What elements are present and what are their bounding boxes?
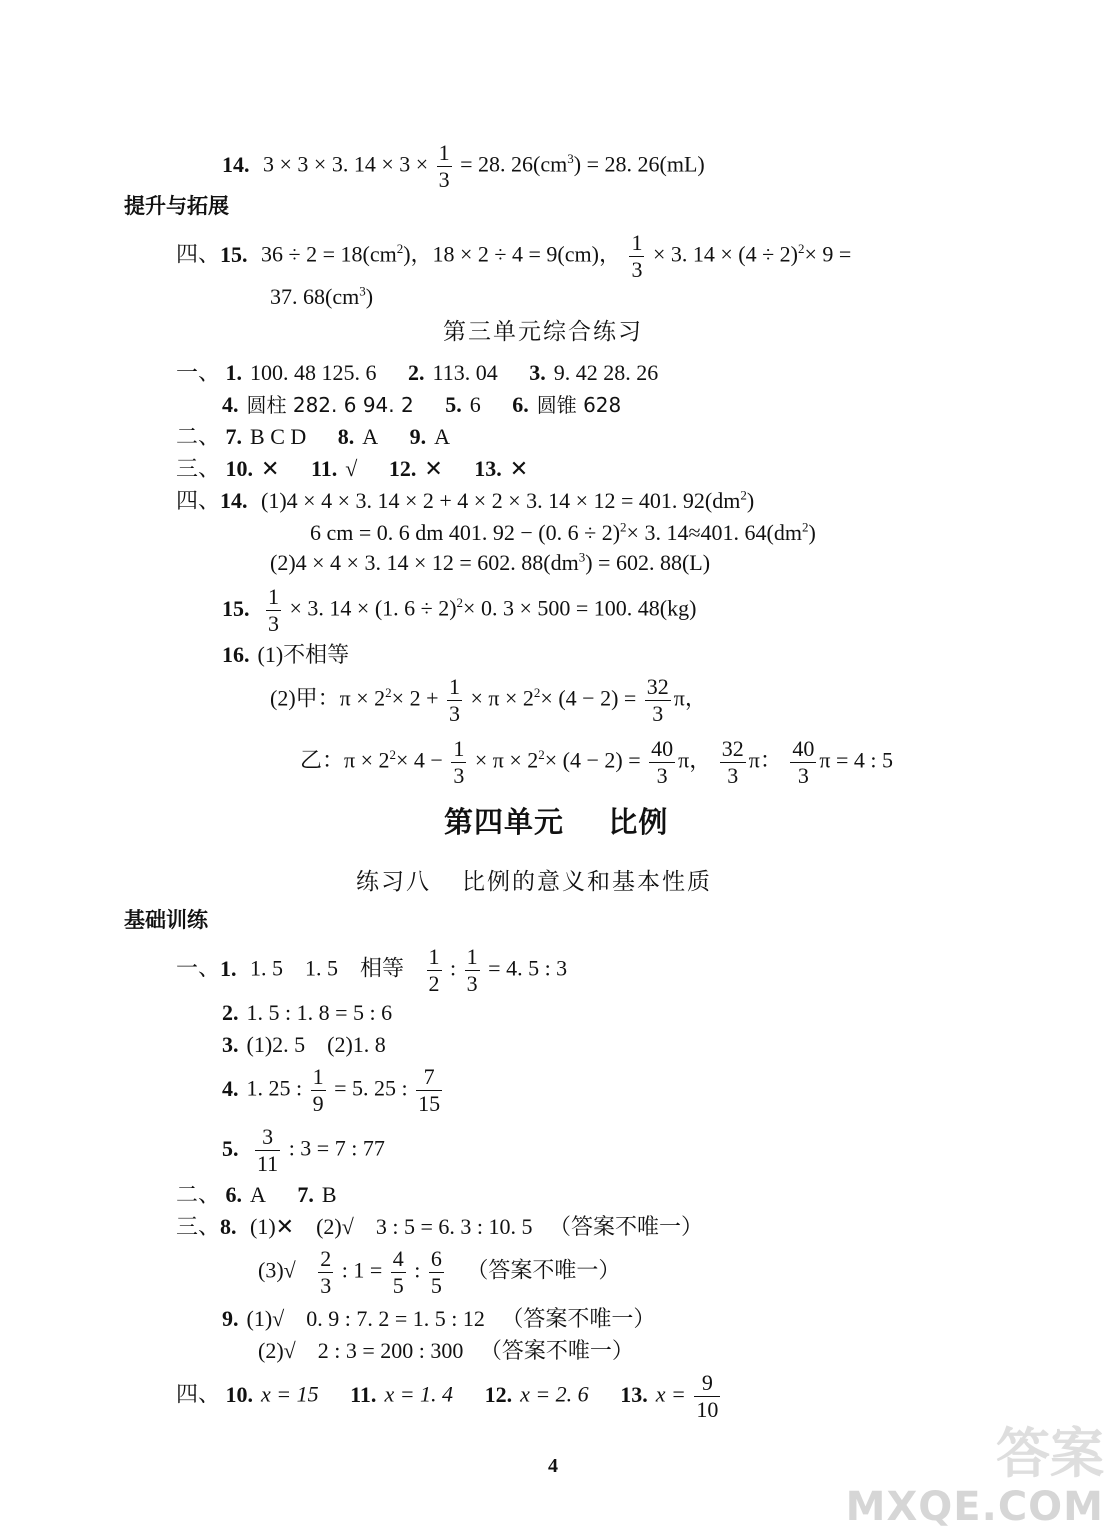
unit3-line-2: 4. 圆柱 282. 6 94. 2 5. 6 6. 圆锥 628: [222, 392, 622, 417]
unit4-q6: 二、 6. A 7. B: [176, 1182, 337, 1208]
unit3-line-3: 二、 7. B C D 8. A 9. A: [176, 424, 451, 450]
fraction: $\frac{1}{3}$: [631, 230, 643, 282]
unit3-q16-3: 乙：$\pi \times 2^2\times 4$ − $\frac{1}{3}$ × $\pi \times 2^2\times (4 - 2)$ = $\frac{40}{3}$ π， $\frac{32}{3}$ π： $\frac{40}{3}$ π = 4 : 5: [300, 736, 893, 788]
unit4-q5: 5. $\frac{3}{11}$ : 3 = 7 : 77: [222, 1124, 385, 1176]
fraction: $\frac{9}{10}$: [696, 1370, 719, 1422]
section-heading: 基础训练: [124, 908, 208, 932]
fraction: $\frac{3}{11}$: [257, 1124, 279, 1176]
unit4-q9-2: (2)√ 2 : 3 = 200 : 300 （答案不唯一）: [258, 1338, 634, 1363]
fraction: $\frac{1}{3}$: [268, 584, 279, 636]
page-number: 4: [548, 1455, 558, 1477]
watermark-logo: 答案: [996, 1422, 1104, 1485]
unit3-q16: 16. (1)不相等: [222, 642, 350, 667]
unit4-q3: 3. (1)2. 5 (2)1. 8: [222, 1032, 386, 1057]
unit3-q16-2: (2)甲：$\pi \times 2^2\times 2$ + $\frac{1}{3}$ × $\pi \times 2^2\times (4 - 2)$ = $\frac{32}{3}$ π，: [270, 674, 707, 726]
section-heading: 提升与拓展: [124, 194, 229, 218]
unit4-q2: 2. 1. 5 : 1. 8 = 5 : 6: [222, 1000, 393, 1025]
fraction: $\frac{1}{3}$: [438, 140, 450, 192]
fraction: $\frac{40}{3}$: [792, 736, 815, 788]
fraction: $\frac{32}{3}$: [721, 736, 744, 788]
fraction: $\frac{1}{3}$: [466, 944, 478, 996]
fraction: $\frac{32}{3}$: [646, 674, 669, 726]
unit4-q9: 9. (1)√ 0. 9 : 7. 2 = 1. 5 : 12 （答案不唯一）: [222, 1306, 656, 1331]
answer-4-15: 四、15. $36 \div 2 = 18(cm^2)$，18 × 2 ÷ 4 = 9(cm)， $\frac{1}{3}$ × 3. $14 \times (4 \div 2)^2\times 9$ =: [176, 230, 852, 282]
answer-4-15-cont: 37. $68(cm^3)$: [270, 283, 374, 309]
unit3-q15: 15. $\frac{1}{3}$ × 3. 14 × (1. 6 ÷ 2)$^2$× 0. 3 × 500 = 100. 48(kg): [222, 584, 697, 636]
fraction: $\frac{6}{5}$: [430, 1246, 442, 1298]
fraction: $\frac{1}{3}$: [449, 674, 460, 726]
unit3-line-4: 三、 10. ✕ 11. √ 12. ✕ 13. ✕: [176, 456, 529, 482]
fraction: $\frac{1}{2}$: [428, 944, 440, 996]
unit3-line-5: 四、14. (1)4 × 4 × 3. 14 × 2 + 4 × 2 × 3. 14 × 12 = 401. $92(dm^2)$: [176, 487, 755, 514]
fraction: $\frac{2}{3}$: [320, 1246, 332, 1298]
fraction: $\frac{4}{5}$: [392, 1246, 404, 1298]
unit4-q1: 一、1. 1. 5 1. 5 相等 $\frac{1}{2}$ : $\frac{1}{3}$ = 4. 5 : 3: [176, 944, 568, 996]
unit3-title: 第三单元综合练习: [443, 319, 643, 344]
unit4-q8-3: (3)√ $\frac{2}{3}$ : 1 = $\frac{4}{5}$ : $\frac{6}{5}$ （答案不唯一）: [258, 1246, 621, 1298]
watermark-text: MXQE.COM: [845, 1484, 1104, 1530]
unit4-q4: 4. 1. 25 : $\frac{1}{9}$ = 5. 25 : $\frac{7}{15}$: [222, 1064, 441, 1116]
fraction: $\frac{1}{9}$: [312, 1064, 324, 1116]
unit4-q8: 三、8. (1)✕ (2)√ 3 : 5 = 6. 3 : 10. 5 （答案不唯一）: [176, 1214, 703, 1240]
fraction: $\frac{40}{3}$: [651, 736, 674, 788]
unit4-q10: 四、 10. x = 15 11. x = 1. 4 12. x = 2. 6 13. x = $\frac{9}{10}$: [176, 1370, 719, 1422]
unit3-line-7: (2)4 × 4 × 3. 14 × 12 = 602. $88(dm^3) = 602$. 88(L): [270, 549, 711, 575]
answer-14: 14. 3 × 3 × 3. 14 × 3 × $\frac{1}{3}$ = 28. $26(cm^3) = 28$. 26(mL): [222, 140, 705, 192]
exercise8-title: 练习八 比例的意义和基本性质: [356, 869, 712, 894]
unit3-line-1: 一、 1. 100. 48 125. 6 2. 113. 04 3. 9. 42 28. 26: [176, 360, 659, 386]
fraction: $\frac{7}{15}$: [418, 1064, 441, 1116]
unit4-title: 第四单元 比例: [444, 805, 669, 839]
fraction: $\frac{1}{3}$: [453, 736, 465, 788]
unit3-line-6: 6 cm = 0. 6 dm 401. 92 − (0. 6 ÷ 2)$^2$× 3. 14≈401. $64(dm^2)$: [310, 519, 816, 545]
